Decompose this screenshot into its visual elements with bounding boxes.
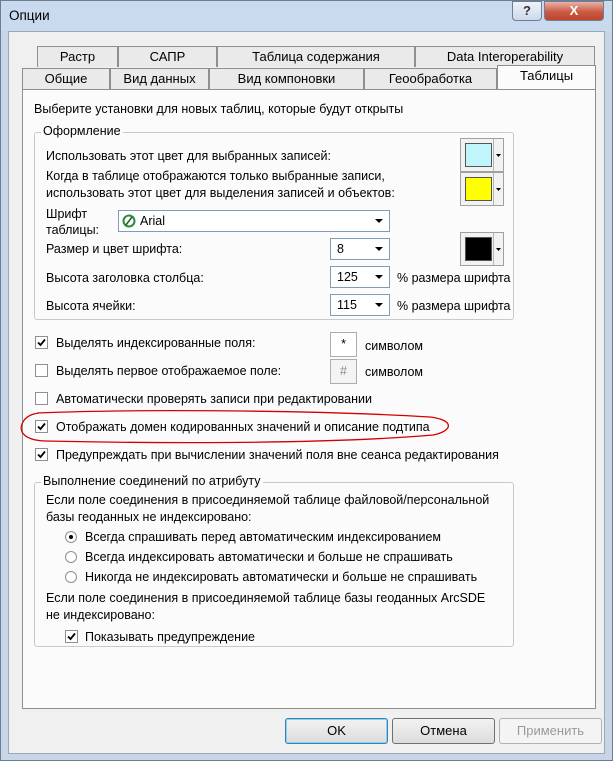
cell-height-label: Высота ячейки: (46, 299, 136, 313)
font-size-value: 8 (337, 242, 344, 256)
tab-data-view[interactable]: Вид данных (110, 68, 209, 89)
font-family-value: Arial (140, 214, 166, 228)
tab-raster[interactable]: Растр (37, 46, 118, 67)
indexed-fields-symbol-suffix: символом (365, 339, 423, 353)
radio-never-index[interactable] (65, 571, 77, 583)
highlight-color-label-line1: Когда в таблице отображаются только выбранные записи, (46, 169, 385, 183)
help-button[interactable]: ? (512, 1, 542, 21)
cell-height-value: 115 (337, 298, 357, 312)
chevron-down-icon (493, 233, 503, 265)
font-family-select[interactable] (118, 210, 390, 232)
cell-height-suffix: % размера шрифта (397, 299, 511, 313)
indexed-fields-label: Выделять индексированные поля: (56, 336, 256, 350)
chevron-down-icon (493, 173, 503, 205)
selected-color-label: Использовать этот цвет для выбранных записей: (46, 149, 331, 163)
title-bar (1, 1, 612, 31)
tab-tables[interactable]: Таблицы (497, 65, 596, 89)
checkmark-icon (36, 449, 47, 460)
ok-button[interactable]: OK (285, 718, 388, 744)
warn-outside-edit-label: Предупреждать при вычислении значений поля вне сеанса редактирования (56, 448, 499, 462)
font-label-line2: таблицы: (46, 223, 100, 237)
window-title: Опции (9, 8, 50, 23)
chevron-down-icon (371, 241, 387, 257)
checkmark-icon (36, 337, 47, 348)
tab-geoprocessing[interactable]: Геообработка (364, 68, 497, 89)
highlight-color-label-line2: использовать этот цвет для выделения записей и объектов: (46, 186, 395, 200)
header-height-value: 125 (337, 270, 358, 284)
cell-height-select[interactable] (330, 294, 390, 316)
tab-layout-view[interactable]: Вид компоновки (209, 68, 364, 89)
red-annotation-ellipse (15, 409, 451, 445)
highlight-color-picker[interactable] (460, 172, 504, 206)
font-label-line1: Шрифт (46, 207, 88, 221)
show-warning-label: Показывать предупреждение (85, 630, 256, 644)
font-size-label: Размер и цвет шрифта: (46, 242, 183, 256)
auto-validate-label: Автоматически проверять записи при редактировании (56, 392, 373, 406)
header-height-suffix: % размера шрифта (397, 271, 511, 285)
tab-general[interactable]: Общие (22, 68, 110, 89)
font-color-swatch (465, 237, 492, 261)
first-field-label: Выделять первое отображаемое поле: (56, 364, 282, 378)
appearance-legend: Оформление (43, 124, 121, 138)
selected-color-swatch (465, 143, 492, 167)
join-text1-line2: базы геоданных не индексировано: (46, 510, 252, 524)
tab-table-of-contents[interactable]: Таблица содержания (217, 46, 415, 67)
opentype-font-icon (122, 214, 136, 228)
first-field-symbol-input[interactable]: # (330, 359, 357, 384)
tab-data-interoperability[interactable]: Data Interoperability (415, 46, 595, 67)
join-text2-line2: не индексировано: (46, 608, 155, 622)
chevron-down-icon (371, 269, 387, 285)
indexed-fields-checkbox[interactable] (35, 336, 48, 349)
radio-always-index-label: Всегда индексировать автоматически и больше не спрашивать (85, 550, 453, 564)
first-field-symbol-suffix: символом (365, 365, 423, 379)
show-domains-label: Отображать домен кодированных значений и описание подтипа (56, 420, 430, 434)
apply-button[interactable]: Применить (499, 718, 602, 744)
radio-always-ask[interactable] (65, 531, 77, 543)
checkmark-icon (66, 631, 77, 642)
auto-validate-checkbox[interactable] (35, 392, 48, 405)
header-height-select[interactable] (330, 266, 390, 288)
intro-text: Выберите установки для новых таблиц, которые будут открыты (34, 102, 404, 116)
first-field-checkbox[interactable] (35, 364, 48, 377)
font-color-picker[interactable] (460, 232, 504, 266)
highlight-color-swatch (465, 177, 492, 201)
close-button[interactable]: X (544, 1, 604, 21)
header-height-label: Высота заголовка столбца: (46, 271, 204, 285)
radio-always-ask-label: Всегда спрашивать перед автоматическим индексированием (85, 530, 442, 544)
warn-outside-edit-checkbox[interactable] (35, 448, 48, 461)
show-warning-checkbox[interactable] (65, 630, 78, 643)
join-text2-line1: Если поле соединения в присоединяемой таблице базы геоданных ArcSDE (46, 591, 486, 605)
tab-cad[interactable]: САПР (118, 46, 217, 67)
radio-never-index-label: Никогда не индексировать автоматически и больше не спрашивать (85, 570, 478, 584)
indexed-fields-symbol-input[interactable]: * (330, 332, 357, 357)
selected-color-picker[interactable] (460, 138, 504, 172)
chevron-down-icon (371, 297, 387, 313)
radio-always-index[interactable] (65, 551, 77, 563)
join-text1-line1: Если поле соединения в присоединяемой таблице файловой/персональной (46, 493, 490, 507)
cancel-button[interactable]: Отмена (392, 718, 495, 744)
chevron-down-icon (493, 139, 503, 171)
attribute-join-legend: Выполнение соединений по атрибуту (43, 474, 261, 488)
chevron-down-icon (371, 213, 387, 229)
font-size-select[interactable] (330, 238, 390, 260)
